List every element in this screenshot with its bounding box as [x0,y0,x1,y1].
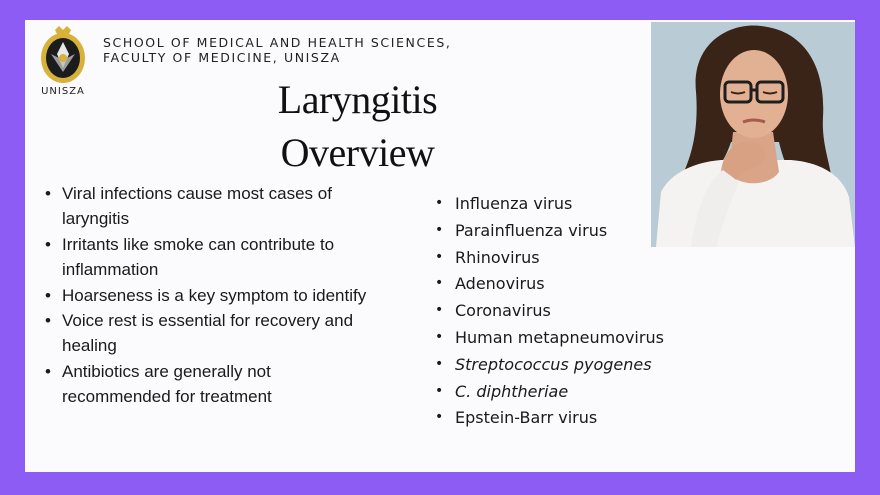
causes-list [435,191,664,432]
key-points-list [45,181,375,410]
woman-sore-throat-photo [651,22,855,247]
title-line-2: Overview [280,130,435,175]
list-item: • Rhinovirus [435,245,664,272]
photo-illustration-icon [651,22,855,247]
logo-text: UNISZA [41,86,85,97]
list-item: • Coronavirus [435,298,664,325]
list-item: • Viral infections cause most cases of laryngitis [45,181,375,232]
slide [25,20,855,472]
list-item: • Irritants like smoke can contribute to inflammation [45,232,375,283]
list-item: • Antibiotics are generally not recommended for treatment [45,359,375,410]
list-item: • Parainfluenza virus [435,218,664,245]
school-line-1: SCHOOL OF MEDICAL AND HEALTH SCIENCES, [103,35,452,50]
unisza-logo [37,24,89,100]
list-item: • Hoarseness is a key symptom to identify [45,283,375,308]
slide-title [225,73,490,179]
crest-icon [37,24,89,86]
school-name [103,35,451,65]
list-item: • Influenza virus [435,191,664,218]
list-item: • Epstein-Barr virus [435,405,664,432]
title-line-1: Laryngitis [277,77,438,122]
list-item: • C. diphtheriae [435,379,664,406]
list-item: • Streptococcus pyogenes [435,352,664,379]
list-item: • Adenovirus [435,271,664,298]
school-line-2: FACULTY OF MEDICINE, UNISZA [103,50,341,65]
list-item: • Human metapneumovirus [435,325,664,352]
list-item: • Voice rest is essential for recovery and healing [45,308,375,359]
